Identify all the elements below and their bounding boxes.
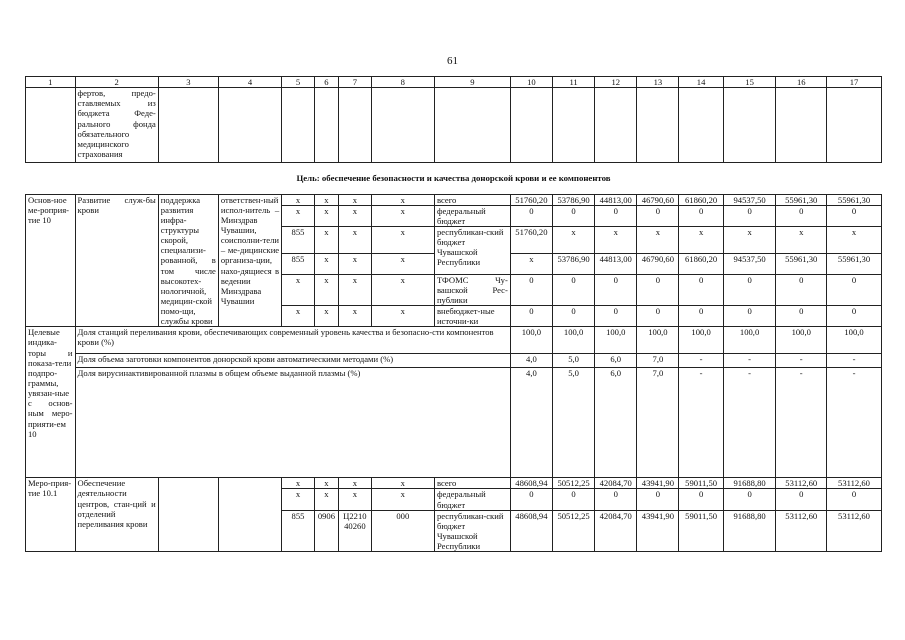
indicator-value: 100,0 [776,327,827,354]
indicator-text: Доля объема заготовки компонентов донорской крови автоматическими методами (%) [75,354,510,368]
indicator-value: 100,0 [637,327,679,354]
value-cell: 0 [510,306,552,327]
funding-source: внебюджет-ные источни-ки [434,306,510,327]
table-cell [553,88,595,163]
header-cell: 16 [776,77,827,88]
code-cell: x [314,253,338,274]
value-cell: 0 [723,306,776,327]
indicator-value: - [827,354,882,368]
code-cell: x [371,205,434,226]
table-cell [679,88,723,163]
code-cell: x [314,274,338,305]
table-cell [434,88,510,163]
value-cell: 0 [595,489,637,510]
value-cell: 50512,25 [553,478,595,489]
header-cell: 2 [75,77,158,88]
event-name: Развитие служ-бы крови [75,194,158,327]
indicator-value: 5,0 [553,368,595,478]
value-cell: 94537,50 [723,194,776,205]
table-cell [637,88,679,163]
value-cell: 48608,94 [510,478,552,489]
code-cell: x [314,306,338,327]
code-cell: 000 [371,510,434,552]
value-cell: 0 [827,205,882,226]
value-cell: 51760,20 [510,194,552,205]
indicator-value: - [776,354,827,368]
table-row [26,478,882,489]
indicator-row [26,354,882,368]
value-cell: 53786,90 [553,253,595,274]
value-cell: 46790,60 [637,194,679,205]
header-cell: 4 [218,77,281,88]
value-cell: 48608,94 [510,510,552,552]
code-cell: x [339,489,372,510]
event-executor: ответствен-ный испол-нитель – Минздрав Чувашии, соисполни-тели – ме-дицинские организа-ции, нахо-дящиеся в ведении Минздрава Чувашии [218,194,281,327]
value-cell: 0 [553,306,595,327]
value-cell: 55961,30 [827,253,882,274]
value-cell: x [637,226,679,253]
header-cell: 7 [339,77,372,88]
indicator-value: 6,0 [595,354,637,368]
value-cell: 46790,60 [637,253,679,274]
indicator-value: - [723,354,776,368]
code-cell: x [339,478,372,489]
value-cell: 42084,70 [595,478,637,489]
value-cell: 91688,80 [723,510,776,552]
code-cell: x [371,194,434,205]
table-row [26,88,882,163]
header-row [26,77,882,88]
value-cell: 0 [776,205,827,226]
code-cell: x [371,478,434,489]
value-cell: 0 [679,489,723,510]
code-cell: x [339,194,372,205]
funding-source: ТФОМС Чу-вашской Рес-публики [434,274,510,305]
code-cell: x [282,194,315,205]
value-cell: 0 [776,274,827,305]
value-cell: 53786,90 [553,194,595,205]
header-cell: 12 [595,77,637,88]
value-cell: x [510,253,552,274]
indicator-row [26,327,882,354]
value-cell: 43941,90 [637,478,679,489]
table-cell [218,478,281,552]
value-cell: 0 [595,306,637,327]
indicator-value: 100,0 [827,327,882,354]
value-cell: x [723,226,776,253]
table-cell [723,88,776,163]
code-cell: x [371,274,434,305]
value-cell: 0 [723,489,776,510]
continuation-text: фертов, предо-ставляемых из бюджета Феде-рального фонда обязательного медицинского страхования [75,88,158,163]
indicator-value: - [723,368,776,478]
funding-source: федеральный бюджет [434,205,510,226]
code-cell: x [282,489,315,510]
code-cell: x [282,274,315,305]
header-cell: 1 [26,77,76,88]
table-cell [158,478,218,552]
funding-source: республикан-ский бюджет Чувашской Республики [434,226,510,274]
indicators-label: Целевые индика-торы и показа-тели подпро-граммы, увязан-ные с основ-ным меро-прияти-ем 10 [26,327,76,478]
value-cell: 44813,00 [595,253,637,274]
value-cell: 55961,30 [827,194,882,205]
table-cell [510,88,552,163]
code-cell: x [282,306,315,327]
code-cell: x [339,274,372,305]
value-cell: 94537,50 [723,253,776,274]
value-cell: 0 [827,274,882,305]
code-cell: 855 [282,253,315,274]
code-cell: x [339,306,372,327]
value-cell: 43941,90 [637,510,679,552]
value-cell: x [553,226,595,253]
value-cell: 0 [595,205,637,226]
value-cell: 53112,60 [827,510,882,552]
goal-row [26,163,882,194]
indicator-value: - [827,368,882,478]
value-cell: 61860,20 [679,194,723,205]
code-cell: x [282,478,315,489]
event-code: Основ-ное ме-роприя-тие 10 [26,194,76,327]
header-cell: 10 [510,77,552,88]
indicator-text: Доля станций переливания крови, обеспечивающих современный уровень качества и безопасно-сти компонентов крови (%) [75,327,510,354]
budget-table [25,76,882,552]
value-cell: 0 [553,274,595,305]
value-cell: 0 [637,274,679,305]
table-row [26,194,882,205]
value-cell: 53112,60 [827,478,882,489]
value-cell: 0 [776,489,827,510]
table-cell [218,88,281,163]
indicator-value: 7,0 [637,368,679,478]
code-cell: x [371,226,434,253]
value-cell: 91688,80 [723,478,776,489]
indicator-value: - [679,354,723,368]
value-cell: 53112,60 [776,510,827,552]
table-cell [776,88,827,163]
value-cell: 0 [510,205,552,226]
value-cell: 0 [679,306,723,327]
value-cell: 0 [679,274,723,305]
value-cell: 59011,50 [679,478,723,489]
value-cell: 0 [553,205,595,226]
value-cell: x [679,226,723,253]
value-cell: 0 [827,306,882,327]
table-cell [158,88,218,163]
code-cell: x [371,306,434,327]
code-cell: 0906 [314,510,338,552]
indicator-value: 4,0 [510,368,552,478]
indicator-text: Доля вирусинактивированной плазмы в общем объеме выданной плазмы (%) [75,368,510,478]
indicator-value: - [679,368,723,478]
value-cell: 0 [637,306,679,327]
value-cell: 0 [553,489,595,510]
measure-code: Меро-прия-тие 10.1 [26,478,76,552]
indicator-value: 6,0 [595,368,637,478]
value-cell: 0 [595,274,637,305]
funding-source: всего [434,478,510,489]
indicator-value: 100,0 [679,327,723,354]
page-number: 61 [447,55,458,67]
goal-title: Цель: обеспечение безопасности и качества донорской крови и ее компонентов [26,163,882,194]
indicator-value: 4,0 [510,354,552,368]
value-cell: x [827,226,882,253]
indicator-value: 100,0 [595,327,637,354]
value-cell: 42084,70 [595,510,637,552]
code-cell: x [282,205,315,226]
table-cell [282,88,315,163]
indicator-value: 100,0 [510,327,552,354]
table-cell [371,88,434,163]
code-cell: x [339,253,372,274]
header-cell: 11 [553,77,595,88]
value-cell: 0 [723,205,776,226]
value-cell: 55961,30 [776,194,827,205]
value-cell: 53112,60 [776,478,827,489]
code-cell: x [371,489,434,510]
code-cell: 855 [282,510,315,552]
table-cell [314,88,338,163]
value-cell: 55961,30 [776,253,827,274]
value-cell: x [776,226,827,253]
value-cell: 0 [637,489,679,510]
table-cell [339,88,372,163]
value-cell: 0 [827,489,882,510]
funding-source: всего [434,194,510,205]
code-cell: x [339,205,372,226]
value-cell: 44813,00 [595,194,637,205]
header-cell: 17 [827,77,882,88]
code-cell: x [339,226,372,253]
code-cell: x [314,226,338,253]
value-cell: 61860,20 [679,253,723,274]
value-cell: 0 [679,205,723,226]
value-cell: 0 [637,205,679,226]
indicator-value: 100,0 [723,327,776,354]
value-cell: 0 [510,274,552,305]
value-cell: 0 [510,489,552,510]
indicator-value: - [776,368,827,478]
table-cell [26,88,76,163]
code-cell: x [314,194,338,205]
code-cell: 855 [282,226,315,253]
value-cell: x [595,226,637,253]
code-cell: x [314,205,338,226]
value-cell: 50512,25 [553,510,595,552]
event-task: поддержка развития инфра-структуры скорой, специализи-рованной, в том числе высокотех-нологичной, медицин-ской помо-щи, службы крови [158,194,218,327]
indicator-value: 5,0 [553,354,595,368]
code-cell: x [314,489,338,510]
indicator-row [26,368,882,478]
header-cell: 13 [637,77,679,88]
code-cell: Ц2210 40260 [339,510,372,552]
header-cell: 9 [434,77,510,88]
funding-source: республикан-ский бюджет Чувашской Республики [434,510,510,552]
table-cell [595,88,637,163]
code-cell: x [314,478,338,489]
indicator-value: 7,0 [637,354,679,368]
header-cell: 6 [314,77,338,88]
measure-name: Обеспечение деятельности центров, стан-ций и отделений переливания крови [75,478,158,552]
code-cell: x [371,253,434,274]
header-cell: 8 [371,77,434,88]
header-cell: 14 [679,77,723,88]
value-cell: 59011,50 [679,510,723,552]
indicator-value: 100,0 [553,327,595,354]
header-cell: 15 [723,77,776,88]
value-cell: 0 [776,306,827,327]
header-cell: 5 [282,77,315,88]
funding-source: федеральный бюджет [434,489,510,510]
table-cell [827,88,882,163]
value-cell: 51760,20 [510,226,552,253]
value-cell: 0 [723,274,776,305]
header-cell: 3 [158,77,218,88]
